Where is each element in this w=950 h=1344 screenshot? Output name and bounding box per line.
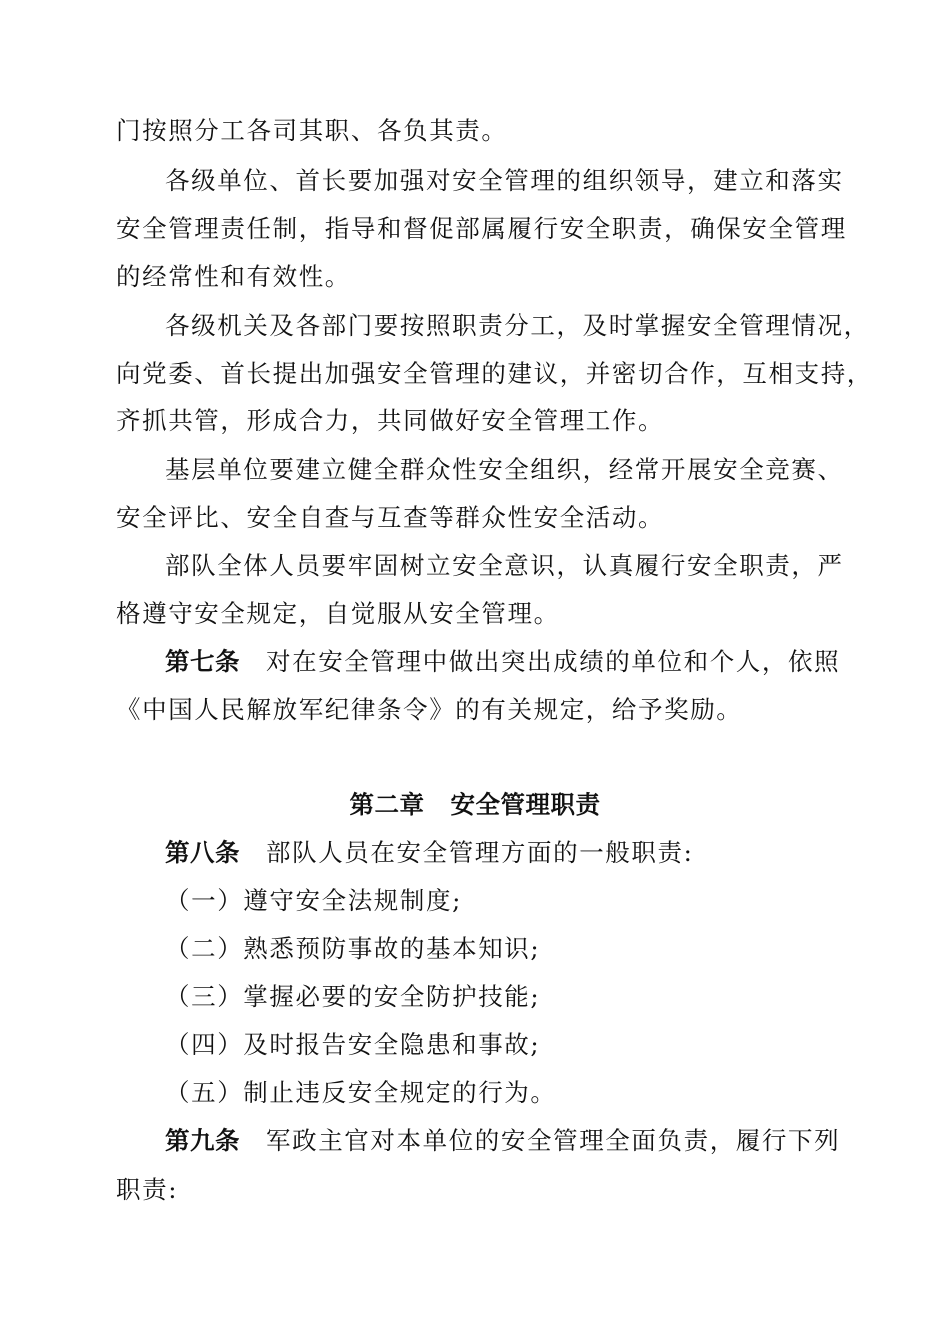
paragraph-line: 安全评比、安全自查与互查等群众性安全活动。 <box>116 503 665 532</box>
chapter-heading <box>0 790 950 820</box>
paragraph-line: 基层单位要建立健全群众性安全组织，经常开展安全竞赛、 <box>165 455 844 484</box>
list-item: （二）熟悉预防事故的基本知识; <box>165 934 541 963</box>
paragraph-line: 各级单位、首长要加强对安全管理的组织领导，建立和落实 <box>165 166 844 195</box>
paragraph-line: 各级机关及各部门要按照职责分工，及时掌握安全管理情况， <box>165 311 870 340</box>
paragraph-line: 部队全体人员要牢固树立安全意识，认真履行安全职责，严 <box>165 551 844 580</box>
paragraph-line: 门按照分工各司其职、各负其责。 <box>116 116 508 145</box>
list-item: （一）遵守安全法规制度; <box>165 886 462 915</box>
paragraph-line: 安全管理责任制，指导和督促部属履行安全职责，确保安全管理 <box>116 214 847 243</box>
article-7-text: 对在安全管理中做出突出成绩的单位和个人，依照 <box>266 647 841 676</box>
list-item: （五）制止违反安全规定的行为。 <box>165 1078 557 1107</box>
article-9-continuation: 职责: <box>116 1175 179 1204</box>
article-9-line <box>165 1126 840 1156</box>
article-9-label: 第九条 <box>165 1126 240 1155</box>
article-8-text: 部队人员在安全管理方面的一般职责: <box>266 838 694 867</box>
paragraph-line: 格遵守安全规定，自觉服从安全管理。 <box>116 599 560 628</box>
paragraph-line: 齐抓共管，形成合力，共同做好安全管理工作。 <box>116 406 665 435</box>
article-8-label: 第八条 <box>165 838 240 867</box>
paragraph-line: 的经常性和有效性。 <box>116 262 351 291</box>
chapter-title: 安全管理职责 <box>450 790 601 819</box>
chapter-number: 第二章 <box>349 790 425 819</box>
article-7-label: 第七条 <box>165 647 240 676</box>
article-7-line <box>165 647 840 677</box>
article-9-text: 军政主官对本单位的安全管理全面负责，履行下列 <box>266 1126 841 1155</box>
article-8-line <box>165 838 693 868</box>
paragraph-line: 向党委、首长提出加强安全管理的建议，并密切合作，互相支持， <box>116 359 873 388</box>
article-7-continuation: 《中国人民解放军纪律条令》的有关规定，给予奖励。 <box>116 695 743 724</box>
list-item: （三）掌握必要的安全防护技能; <box>165 982 541 1011</box>
list-item: （四）及时报告安全隐患和事故; <box>165 1030 541 1059</box>
